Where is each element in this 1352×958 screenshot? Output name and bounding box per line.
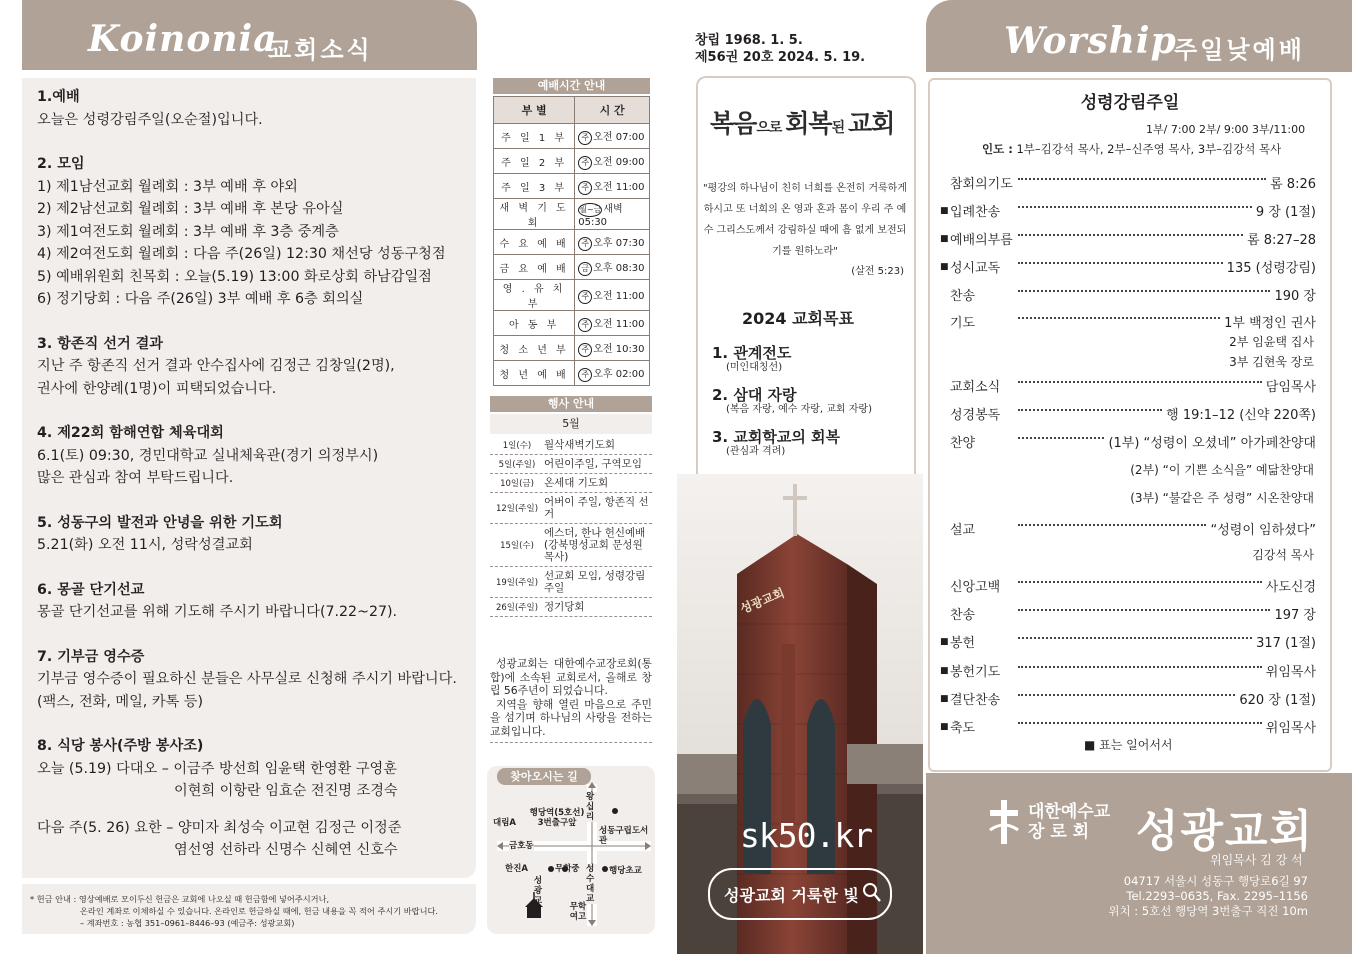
leaders-label: 인도 :	[982, 142, 1013, 156]
map-label: 행당역(5호선) 3번출구앞	[529, 808, 585, 828]
schedule-time: 오후 08:30	[593, 262, 645, 274]
schedule-dept: 영 . 유 치 부	[494, 280, 575, 311]
event-text: 어버이 주일, 항존직 선거	[544, 496, 649, 520]
schedule-day-badge: 주	[578, 318, 592, 332]
schedule-row	[494, 336, 650, 361]
news-heading: 3. 항존직 선거 결과	[37, 335, 164, 352]
order-label: 신앙고백	[950, 580, 1001, 595]
order-value: 위임목사	[1265, 721, 1316, 736]
order-label: 입례찬송	[950, 205, 1001, 220]
search-icon	[862, 882, 882, 908]
service-name: 성령강림주일	[1080, 93, 1180, 113]
slogan-part: 복음	[710, 109, 757, 138]
event-text: 에스더, 한나 헌신예배 (강북명성교회 문성원 목사)	[544, 527, 646, 563]
order-value: 197 장	[1274, 608, 1316, 623]
event-date: 1일(수)	[502, 441, 532, 451]
schedule-dept: 수 요 예 배	[494, 230, 575, 255]
order-leader-dots	[1018, 524, 1206, 526]
schedule-time-cell	[575, 174, 650, 199]
goals-list	[712, 344, 908, 470]
schedule-row	[494, 199, 650, 230]
schedule-table	[493, 96, 650, 386]
map-label: 성동구립도서관	[599, 826, 649, 846]
slogan-part: 교회	[847, 109, 895, 138]
news-line: 염선영 선하라 신명수 신혜연 신호수	[174, 842, 398, 858]
schedule-day-badge: 월~금	[578, 203, 602, 217]
map-label: 금호동	[509, 841, 534, 851]
news-line: 5) 예배위원회 친목회 : 오늘(5.19) 13:00 화로상회 하남감일점	[37, 268, 432, 285]
order-item	[940, 229, 1316, 248]
goals-title: 2024 교회목표	[742, 309, 854, 328]
order-bullet: ■	[940, 205, 949, 216]
news-line: 2) 제2남선교회 월례회 : 3부 예배 후 본당 유아실	[37, 201, 344, 217]
church-intro-p2: 지역을 향해 열린 마음으로 주민을 섬기며 하나님의 사랑을 전하는 교회입니다.	[490, 697, 652, 738]
schedule-row	[494, 361, 650, 386]
schedule-time-cell	[575, 230, 650, 255]
order-leader-dots	[1018, 694, 1235, 696]
schedule-time: 오전 11:00	[593, 318, 645, 330]
map-title: 찾아오시는 길	[497, 768, 591, 785]
event-date: 26일(주일)	[495, 603, 539, 613]
choir-2: (2부) “이 기쁜 소식을” 예닮찬양대	[1130, 463, 1314, 477]
order-item	[940, 285, 1316, 304]
church-address: 04717 서울시 성동구 행당로6길 97	[1123, 874, 1308, 888]
order-item	[940, 312, 1316, 331]
event-row	[490, 436, 652, 455]
news-section	[37, 153, 477, 311]
order-label: 성경봉독	[950, 408, 1001, 423]
map-label: 왕십리	[586, 792, 598, 822]
order-value: 사도신경	[1265, 580, 1316, 595]
schedule-day-badge: 주	[578, 237, 592, 251]
map-label: 대림A	[493, 818, 517, 828]
schedule-time: 오전 09:00	[593, 156, 645, 168]
event-row	[490, 567, 652, 598]
order-item	[940, 689, 1316, 708]
news-line: 5.21(화) 오전 11시, 성락성결교회	[37, 537, 253, 553]
schedule-time-cell	[575, 255, 650, 280]
slogan-part: 된	[831, 120, 848, 136]
koinonia-title: 교회소식	[268, 36, 373, 64]
order-leader-dots	[1018, 581, 1262, 583]
order-item	[940, 576, 1316, 595]
order-label: 봉헌	[950, 636, 976, 651]
goal-sub: (관심과 격려)	[726, 446, 786, 457]
order-value: “성령이 임하셨다”	[1210, 523, 1316, 538]
choir-3: (3부) “불같은 주 성령” 시온찬양대	[1130, 491, 1314, 505]
news-heading: 1.예배	[37, 89, 80, 105]
denomination-line: 장 로 회	[1028, 822, 1090, 842]
schedule-day-badge: 주	[578, 343, 592, 357]
schedule-row	[494, 311, 650, 336]
schedule-row	[494, 149, 650, 174]
schedule-time-cell	[575, 280, 650, 311]
theme-verse: "평강의 하나님이 친히 너희를 온전히 거룩하게 하시고 또 너희의 온 영과 혼과 몸이 우리 주 예수 그리스도께서 강림하실 때에 흠 없게 보전되기를 원하노라"	[702, 183, 908, 257]
schedule-dept: 주 일 3 부	[494, 174, 575, 199]
service-leaders	[982, 141, 1281, 157]
order-value: 190 장	[1274, 289, 1316, 304]
schedule-col-dept: 부 별	[494, 97, 575, 124]
order-leader-dots	[1018, 666, 1262, 668]
order-leader-dots	[1018, 722, 1262, 724]
order-leader-dots	[1018, 317, 1220, 319]
order-value: 위임목사	[1265, 665, 1316, 680]
news-line: 오늘은 성령강림주일(오순절)입니다.	[37, 111, 263, 128]
senior-pastor: 위임목사 김 강 석	[1210, 853, 1303, 867]
order-label: 교회소식	[950, 380, 1001, 395]
news-section	[37, 579, 477, 624]
church-location: 위치 : 5호선 행당역 3번출구 직진 10m	[1108, 904, 1308, 918]
preacher: 김강석 목사	[1252, 548, 1314, 562]
events-title: 행사 안내	[490, 396, 652, 412]
order-label: 설교	[950, 523, 976, 538]
schedule-row	[494, 230, 650, 255]
order-item	[940, 632, 1316, 651]
schedule-row	[494, 280, 650, 311]
schedule-dept: 주 일 1 부	[494, 124, 575, 149]
issue-number: 제56권 20호 2024. 5. 19.	[695, 50, 866, 65]
order-leader-dots	[1018, 178, 1266, 180]
order-item	[940, 404, 1316, 423]
church-phone: Tel.2293–0635, Fax. 2295–1156	[1126, 889, 1308, 903]
goal-title: 3. 교회학교의 회복	[712, 428, 841, 446]
news-heading: 5. 성동구의 발전과 안녕을 위한 기도회	[37, 514, 283, 531]
search-prompt[interactable]	[708, 868, 892, 920]
website-url: sk50.kr	[740, 816, 873, 855]
event-text: 월삭새벽기도회	[544, 439, 616, 451]
schedule-time: 오후 07:30	[593, 237, 645, 249]
order-value: 317 (1절)	[1256, 636, 1316, 651]
order-item	[940, 661, 1316, 680]
founded-info	[695, 32, 865, 66]
news-list	[37, 86, 477, 884]
theme-verse-ref: (살전 5:23)	[851, 266, 904, 277]
news-line: 권사에 한양례(1명)이 피택되었습니다.	[37, 380, 277, 397]
order-leader-dots	[1018, 437, 1104, 439]
news-heading: 4. 제22회 함해연합 체육대회	[37, 425, 224, 441]
news-line: 몽골 단기선교를 위해 기도해 주시기 바랍니다(7.22~27).	[37, 604, 398, 620]
schedule-time: 오후 02:00	[593, 368, 645, 380]
schedule-row	[494, 174, 650, 199]
order-item	[940, 257, 1316, 276]
order-item	[940, 376, 1316, 395]
slogan-part: 회복	[785, 109, 832, 138]
event-row	[490, 455, 652, 474]
order-value: 1부 백정인 권사	[1224, 316, 1316, 331]
denomination-line: 대한예수교	[1028, 802, 1111, 822]
offering-note-line: * 헌금 안내 : 영상예배로 모이두신 헌금은 교회에 나오실 때 헌금함에 넣어주시거나,	[30, 894, 330, 904]
order-leader-dots	[1018, 206, 1252, 208]
koinonia-header	[22, 0, 477, 70]
leaders-names: 1부–김강석 목사, 2부–신주영 목사, 3부–김강석 목사	[1016, 142, 1282, 156]
goal-sub: (복음 자랑, 예수 자랑, 교회 자랑)	[726, 404, 872, 415]
news-line: 6) 정기당회 : 다음 주(26일) 3부 예배 후 6층 회의실	[37, 291, 364, 307]
order-item	[940, 519, 1316, 538]
event-text: 온세대 기도회	[544, 477, 609, 489]
offering-note	[30, 893, 470, 929]
schedule-dept: 주 일 2 부	[494, 149, 575, 174]
standing-note: ■ 표는 일어서서	[1084, 738, 1173, 752]
schedule-dept: 청 소 년 부	[494, 336, 575, 361]
order-value: 롬 8:27–28	[1247, 233, 1316, 248]
schedule-time: 오전 11:00	[593, 181, 645, 193]
event-date: 19일(주일)	[495, 578, 539, 588]
news-section	[37, 333, 477, 401]
order-item	[940, 173, 1316, 192]
building-sign: 성광교회	[738, 585, 787, 617]
event-row	[490, 493, 652, 524]
order-label: 기도	[950, 316, 976, 331]
order-value: 행 19:1–12 (신약 220쪽)	[1166, 408, 1316, 423]
news-heading: 8. 식당 봉사(주방 봉사조)	[37, 738, 204, 754]
schedule-day-badge: 주	[578, 181, 592, 195]
schedule-time-cell	[575, 149, 650, 174]
offering-note-line: – 계좌번호 : 농협 351–0961–8446–93 (예금주: 성광교회)	[80, 918, 295, 928]
order-leader-dots	[1018, 637, 1252, 639]
slogan-part: 으로	[756, 120, 786, 136]
prayer-3: 3부 김현욱 장로	[1229, 355, 1314, 369]
news-line: 이현희 이항란 임효순 전진명 조경숙	[174, 783, 398, 799]
worship-header	[926, 0, 1352, 72]
goal-item	[712, 386, 908, 416]
founded-date: 창립 1968. 1. 5.	[695, 33, 803, 48]
event-date: 12일(주일)	[495, 504, 539, 514]
event-row	[490, 598, 652, 617]
church-contact	[1000, 874, 1308, 919]
schedule-dept: 새 벽 기 도 회	[494, 199, 575, 230]
events-month: 5월	[490, 414, 652, 434]
order-bullet: ■	[940, 261, 949, 272]
schedule-time-cell	[575, 311, 650, 336]
map-label: 성수대교	[586, 864, 598, 904]
news-line: 오늘 (5.19) 다대오 – 이금주 방선희 임윤택 한영환 구영훈	[37, 760, 397, 777]
worship-brand: Worship	[1004, 20, 1177, 62]
order-label: 결단찬송	[950, 693, 1001, 708]
news-section	[37, 512, 477, 557]
event-text: 어린이주일, 구역모임	[544, 458, 642, 470]
news-heading: 6. 몽골 단기선교	[37, 581, 145, 598]
church-intro	[490, 657, 652, 743]
schedule-row	[494, 255, 650, 280]
news-line: 3) 제1여전도회 월례회 : 3부 예배 후 3층 중계층	[37, 223, 339, 240]
order-label: 성시교독	[950, 261, 1001, 276]
news-heading: 7. 기부금 영수증	[37, 648, 145, 665]
order-bullet: ■	[940, 665, 949, 676]
schedule-time-cell	[575, 336, 650, 361]
schedule-dept: 청 년 예 배	[494, 361, 575, 386]
event-row	[490, 474, 652, 493]
schedule-time-cell	[575, 361, 650, 386]
order-label: 찬양	[950, 436, 976, 451]
church-intro-p1: 성광교회는 대한예수교장로회(통합)에 소속된 교회로서, 올해로 창립 56주년이 되었습니다.	[490, 657, 652, 697]
koinonia-brand: Koinonia	[88, 18, 278, 60]
news-line: 다음 주(5. 26) 요한 – 양미자 최성숙 이교현 김정근 이정준	[37, 819, 402, 836]
order-value: 620 장 (1절)	[1239, 693, 1316, 708]
schedule-day-badge: 금	[578, 262, 592, 276]
goal-title: 1. 관계전도	[712, 344, 792, 362]
church-logo-icon	[988, 800, 1020, 848]
order-bullet: ■	[940, 233, 949, 244]
news-line: 기부금 영수증이 필요하신 분들은 사무실로 신청해 주시기 바랍니다.	[37, 671, 457, 687]
order-leader-dots	[1018, 290, 1270, 292]
order-item	[940, 604, 1316, 623]
event-row	[490, 524, 652, 567]
order-label: 축도	[950, 721, 976, 736]
order-leader-dots	[1018, 234, 1243, 236]
event-date: 15일(수)	[500, 541, 534, 551]
order-item	[940, 432, 1316, 451]
order-value: 담임목사	[1265, 380, 1316, 395]
order-leader-dots	[1018, 409, 1162, 411]
event-date: 10일(금)	[500, 479, 534, 489]
order-leader-dots	[1018, 609, 1270, 611]
order-item	[940, 717, 1316, 736]
schedule-day-badge: 주	[578, 368, 592, 382]
search-prompt-text: 성광교회 거룩한 빛	[724, 886, 859, 905]
map-label: 성광교회	[533, 876, 543, 916]
denomination	[1028, 802, 1110, 842]
event-text: 정기당회	[544, 601, 585, 613]
order-value: 9 장 (1절)	[1255, 205, 1316, 220]
order-item	[940, 201, 1316, 220]
order-label: 예배의부름	[950, 233, 1013, 248]
church-name: 성광교회	[1136, 806, 1315, 857]
news-line: 1) 제1남선교회 월례회 : 3부 예배 후 야외	[37, 178, 298, 195]
news-line: (팩스, 전화, 메일, 카톡 등)	[37, 693, 203, 710]
order-bullet: ■	[940, 721, 949, 732]
offering-note-line: 온라인 계좌로 이체하실 수 있습니다. 온라인로 헌금하실 때에, 헌금 내용을 꼭 적어 주시기 바랍니다.	[80, 906, 439, 916]
directions-map	[487, 766, 655, 934]
order-bullet: ■	[940, 693, 949, 704]
order-label: 봉헌기도	[950, 665, 1001, 680]
news-line: 6.1(토) 09:30, 경민대학교 실내체육관(경기 의정부시)	[37, 447, 379, 464]
schedule-dept: 아 동 부	[494, 311, 575, 336]
order-label: 참회의기도	[950, 177, 1013, 192]
order-value: 롬 8:26	[1270, 177, 1316, 192]
worship-title: 주일낮예배	[1174, 36, 1305, 64]
schedule-day-badge: 주	[578, 131, 592, 145]
order-label: 찬송	[950, 289, 976, 304]
news-heading: 2. 모임	[37, 156, 85, 172]
news-line: 지난 주 항존직 선거 결과 안수집사에 김정근 김창일(2명),	[37, 358, 395, 374]
order-leader-dots	[1018, 381, 1262, 383]
events-list	[490, 436, 652, 617]
schedule-time-cell	[575, 124, 650, 149]
goal-item	[712, 428, 908, 458]
news-line: 많은 관심과 참여 부탁드립니다.	[37, 470, 234, 486]
event-date: 5일(주일)	[498, 460, 536, 470]
schedule-day-badge: 주	[578, 290, 592, 304]
schedule-time: 오전 10:30	[593, 343, 645, 355]
order-label: 찬송	[950, 608, 976, 623]
news-section	[37, 646, 477, 714]
order-bullet: ■	[940, 636, 949, 647]
map-label: 한진A	[505, 864, 529, 874]
news-food	[37, 735, 477, 862]
map-label: 무학중	[555, 864, 580, 874]
goal-item	[712, 344, 908, 374]
schedule-dept: 금 요 예 배	[494, 255, 575, 280]
schedule-time: 오전 11:00	[593, 290, 645, 302]
schedule-row	[494, 124, 650, 149]
goal-sub: (미인대칭선)	[726, 362, 783, 373]
schedule-time: 새벽 05:30	[578, 204, 623, 228]
schedule-title: 예배시간 안내	[493, 78, 650, 94]
map-label: 무학여고	[569, 902, 587, 922]
goal-title: 2. 삼대 자랑	[712, 386, 797, 404]
schedule-col-time: 시 간	[575, 97, 650, 124]
news-line: 4) 제2여전도회 월례회 : 다음 주(26일) 12:30 채선당 성동구청점	[37, 246, 446, 262]
schedule-time-cell	[575, 199, 650, 230]
church-slogan	[710, 104, 894, 140]
order-value: 135 (성령강림)	[1226, 261, 1316, 276]
service-times: 1부/ 7:00 2부/ 9:00 3부/11:00	[1146, 123, 1306, 136]
prayer-2: 2부 임윤택 집사	[1229, 335, 1314, 349]
order-value: (1부) “성령이 오셨네” 아가페찬양대	[1108, 436, 1316, 451]
news-section	[37, 422, 477, 490]
news-section	[37, 86, 477, 131]
map-label: 행당초교	[609, 866, 642, 876]
schedule-time: 오전 07:00	[593, 131, 645, 143]
order-leader-dots	[1018, 262, 1223, 264]
event-text: 선교회 모임, 성령강림주일	[544, 570, 646, 594]
schedule-day-badge: 주	[578, 156, 592, 170]
